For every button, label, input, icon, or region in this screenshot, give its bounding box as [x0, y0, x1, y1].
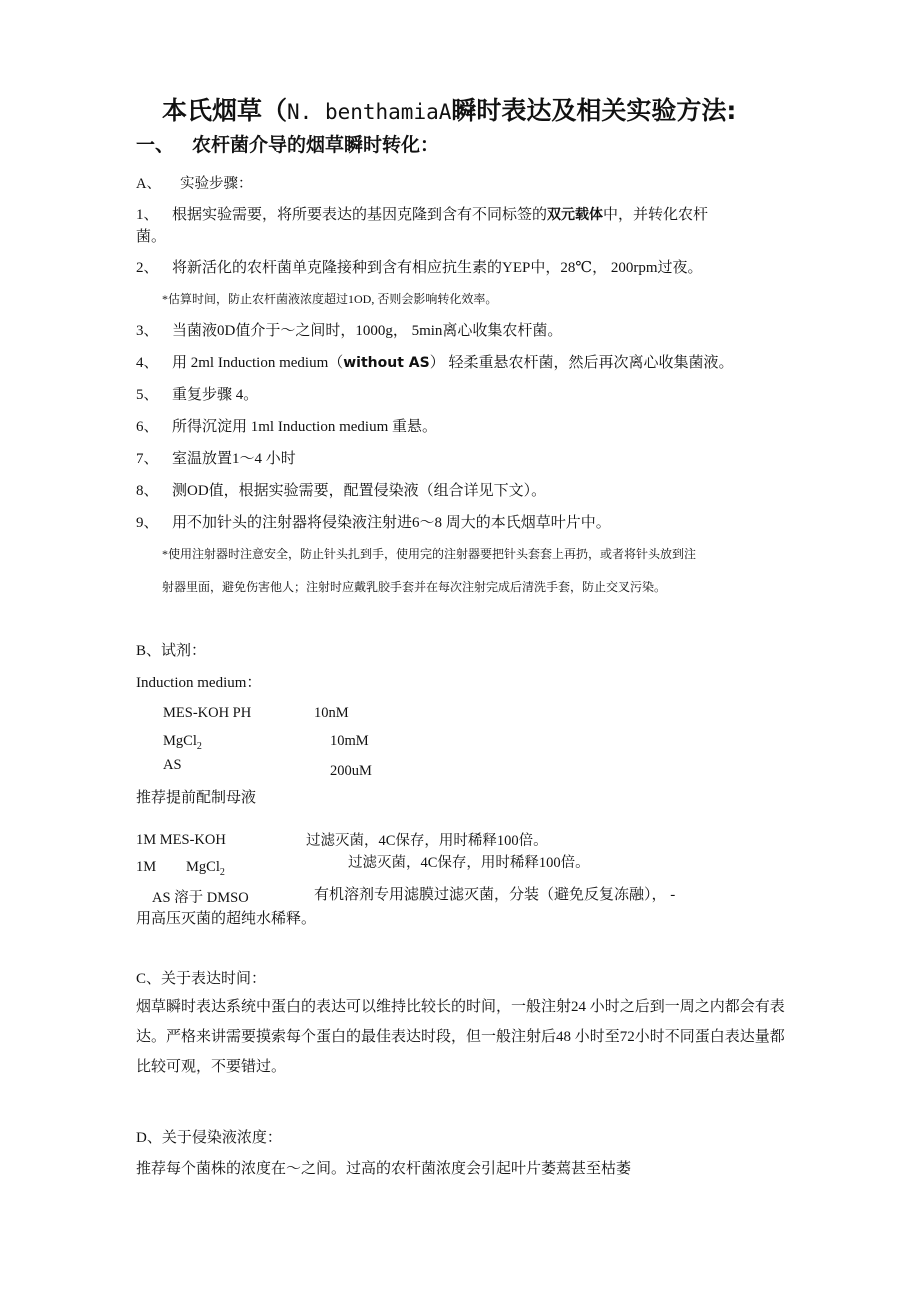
steps-heading: [136, 172, 253, 193]
stock-3-name: AS 溶于 DMSO: [152, 890, 249, 906]
step-9-text: 用不加针头的注射器将侵染液注射进6～8 周大的本氏烟草叶片中。: [172, 515, 611, 531]
step-number: 8、: [136, 483, 159, 499]
stock-1-name: 1M MES-KOH: [136, 832, 226, 848]
note-2-line-2: 射器里面，避免伤害他人；注射时应戴乳胶手套并在每次注射完成后清洗手套，防止交叉污染。: [162, 580, 667, 594]
step-number: 9、: [136, 515, 159, 531]
step-5: [136, 383, 258, 404]
step-number: 1、: [136, 207, 159, 223]
step-7-text: 室温放置1～4 小时: [172, 451, 296, 467]
note-1: *估算时间，防止农杆菌液浓度超过1OD, 否则会影响转化效率。: [162, 292, 498, 306]
stock-3-description: 有机溶剂专用滤膜过滤灭菌，分装（避免反复冻融）， -: [314, 887, 676, 903]
mgcl2-name: [163, 733, 202, 752]
step-3-text: 当菌液0D值介于～之间时，1000g， 5min离心收集农杆菌。: [172, 323, 563, 339]
stock-2-name: [136, 859, 225, 878]
steps-heading-label: A、: [136, 176, 161, 192]
title-part1: 本氏烟草（: [162, 96, 288, 125]
section-1-heading: [136, 130, 439, 157]
title-part2: 瞬时表达及相关实验方法:: [451, 96, 737, 125]
mes-koh-name: MES-KOH PH: [163, 705, 252, 721]
section-1-title: 农杆菌介导的烟草瞬时转化：: [192, 134, 440, 156]
section-d-body: 推荐每个菌株的浓度在～之间。过高的农杆菌浓度会引起叶片萎蔫甚至枯萎: [136, 1161, 632, 1177]
reagents-heading: B、试剂：: [136, 643, 207, 659]
section-c-body: 烟草瞬时表达系统中蛋白的表达可以维持比较长的时间，一般注射24 小时之后到一周之内都会有表达。严格来讲需要摸索每个蛋白的最佳表达时段，但一般注射后48 小时至72小时不同蛋白表达量都比较可观，不要错过。: [136, 999, 785, 1075]
mes-koh-concentration: 10nM: [314, 705, 349, 721]
step-3: [136, 319, 562, 340]
title-latin: N. benthamiaA: [287, 100, 452, 124]
stock-2-description: 过滤灭菌，4C保存，用时稀释100倍。: [348, 855, 590, 871]
stock-2-prefix: 1M: [136, 859, 157, 875]
steps-heading-text: 实验步骤：: [180, 176, 253, 192]
step-number: 2、: [136, 260, 159, 276]
step-number: 7、: [136, 451, 159, 467]
as-concentration: 200uM: [330, 763, 372, 779]
stock-1-description: 过滤灭菌，4C保存，用时稀释100倍。: [306, 833, 548, 849]
step-8: [136, 479, 546, 500]
mgcl2-concentration: 10mM: [330, 733, 369, 749]
step-9: [136, 511, 611, 532]
section-1-number: 一、: [136, 134, 175, 156]
mgcl2-formula: MgCl: [163, 733, 197, 749]
step-5-text: 重复步骤 4。: [172, 387, 259, 403]
step-number: 3、: [136, 323, 159, 339]
step-4-bold: without AS: [343, 355, 430, 371]
step-number: 6、: [136, 419, 159, 435]
step-number: 4、: [136, 355, 159, 371]
step-8-text: 测OD值，根据实验需要，配置侵染液（组合详见下文）。: [172, 483, 547, 499]
step-4: [136, 351, 733, 372]
step-1-continuation: 菌。: [136, 229, 167, 245]
step-4-text-pre: 用 2ml Induction medium（: [172, 355, 344, 371]
step-number: 5、: [136, 387, 159, 403]
step-1-text-post: 中，并转化农杆: [603, 207, 709, 223]
stock-2-subscript: 2: [219, 866, 225, 878]
page-title: [162, 91, 736, 127]
step-7: [136, 447, 296, 468]
stock-3-continuation: 用高压灭菌的超纯水稀释。: [136, 911, 317, 927]
stock-heading: 推荐提前配制母液: [136, 790, 257, 806]
step-1: [136, 203, 708, 224]
step-2: [136, 256, 703, 277]
step-1-bold: 双元载体: [547, 207, 604, 223]
section-d-heading: D、关于侵染液浓度：: [136, 1130, 282, 1146]
step-4-text-post: ） 轻柔重悬农杆菌，然后再次离心收集菌液。: [429, 355, 734, 371]
step-6: [136, 415, 437, 436]
section-c-heading: C、关于表达时间：: [136, 971, 267, 987]
induction-medium-label: Induction medium：: [136, 675, 262, 691]
note-2-line-1: *使用注射器时注意安全，防止针头扎到手，使用完的注射器要把针头套套上再扔，或者将针头放到注: [162, 547, 697, 561]
step-1-text-pre: 根据实验需要，将所要表达的基因克隆到含有不同标签的: [172, 207, 548, 223]
step-6-text: 所得沉淀用 1ml Induction medium 重悬。: [172, 419, 437, 435]
step-2-text: 将新活化的农杆菌单克隆接种到含有相应抗生素的YEP中，28℃， 200rpm过夜。: [172, 260, 703, 276]
as-name: AS: [163, 757, 182, 773]
stock-2-formula: MgCl: [186, 859, 220, 875]
mgcl2-subscript: 2: [196, 740, 202, 752]
